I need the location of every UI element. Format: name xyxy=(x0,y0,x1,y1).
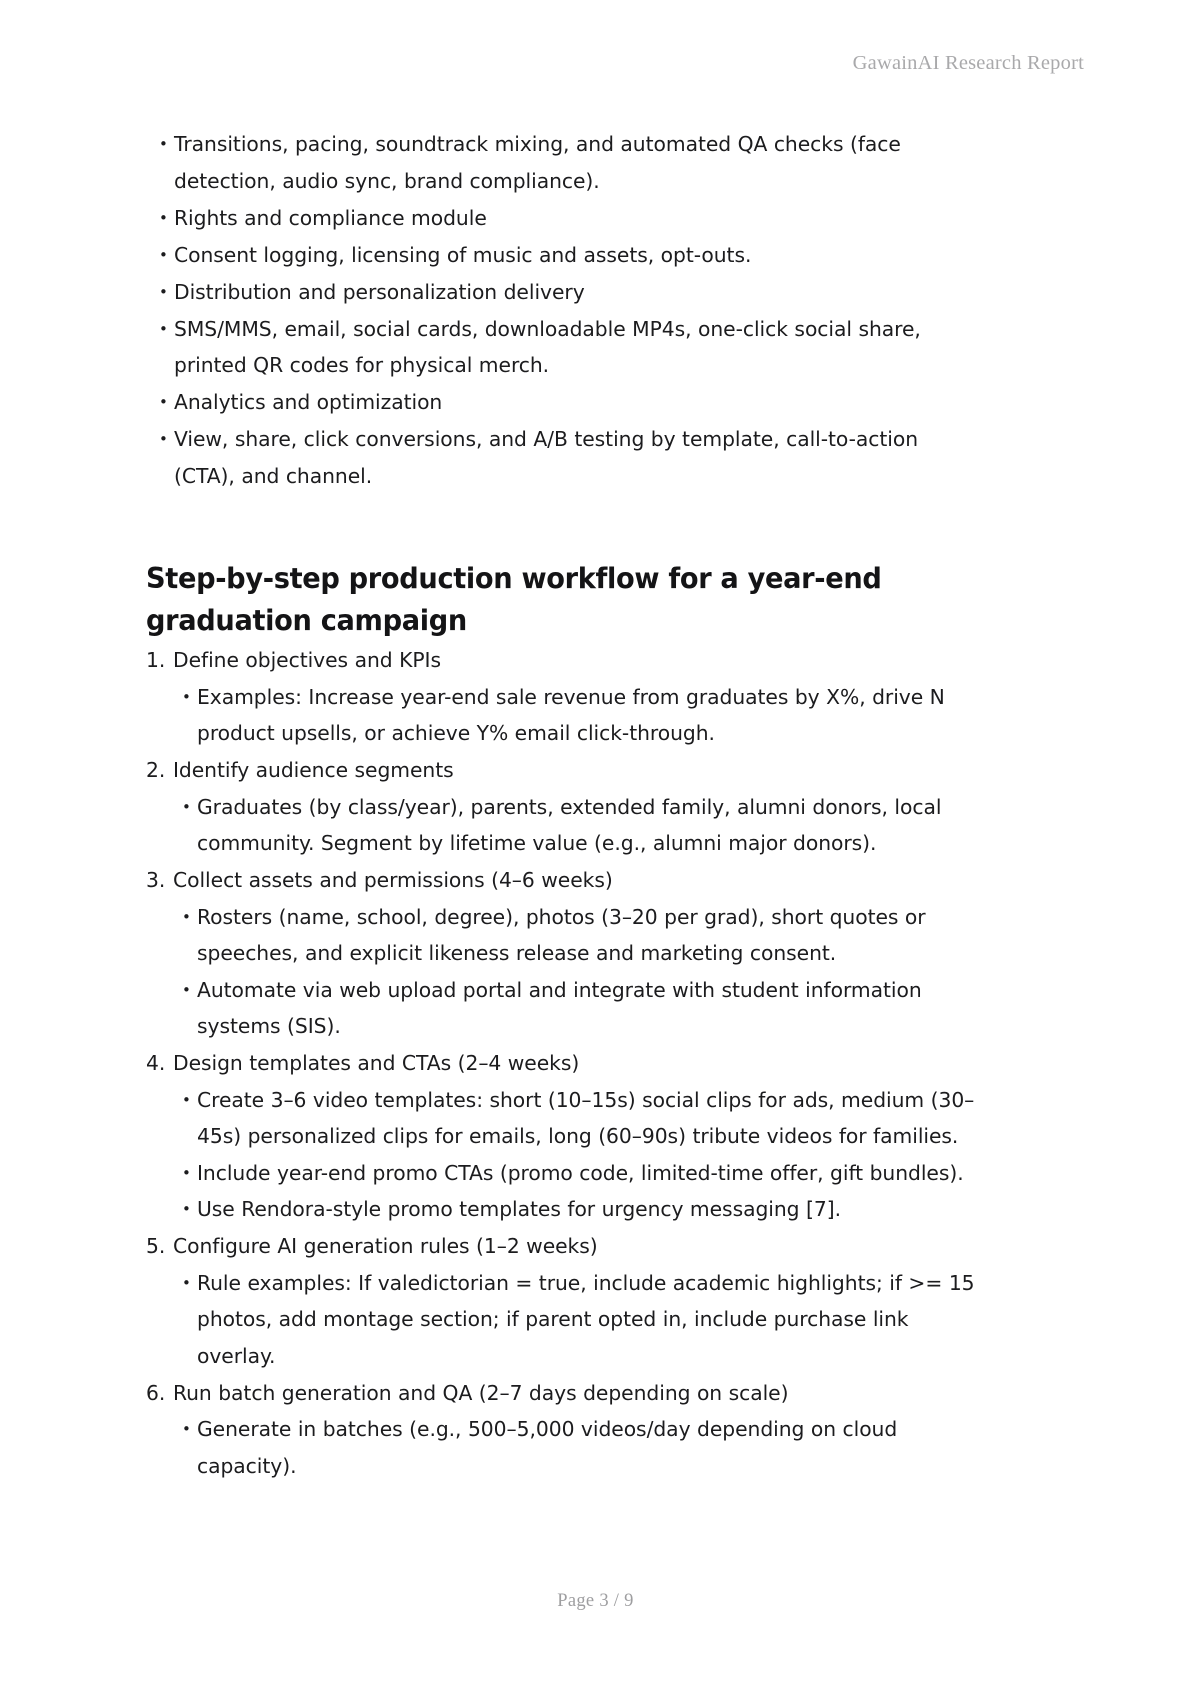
step-number: 4. xyxy=(146,1051,166,1075)
list-item: • View, share, click conversions, and A/B testing by template, call-to-action (CTA), and channel. xyxy=(146,421,984,494)
workflow-step xyxy=(146,752,984,862)
step-subbullet-list xyxy=(173,1082,984,1228)
section-heading: Step-by-step production workflow for a year-end graduation campaign xyxy=(146,562,882,637)
workflow-step xyxy=(146,862,984,1045)
step-number: 2. xyxy=(146,758,166,782)
list-item: • SMS/MMS, email, social cards, downloadable MP4s, one-click social share, printed QR codes for physical merch. xyxy=(146,311,984,384)
step-subbullet-list xyxy=(173,1265,984,1375)
section-heading-block xyxy=(146,558,984,642)
workflow-step xyxy=(146,1228,984,1374)
step-label: Collect assets and permissions (4–6 weeks) xyxy=(173,868,613,892)
step-number: 1. xyxy=(146,648,166,672)
list-item: • Include year-end promo CTAs (promo code, limited-time offer, gift bundles). xyxy=(169,1155,984,1192)
list-item: • Rosters (name, school, degree), photos (3–20 per grad), short quotes or speeches, and explicit likeness release and marketing consent. xyxy=(169,899,984,972)
list-item: • Create 3–6 video templates: short (10–15s) social clips for ads, medium (30–45s) personalized clips for emails, long (60–90s) tribute videos for families. xyxy=(169,1082,984,1155)
step-subbullet-list xyxy=(173,899,984,1045)
list-item: • Distribution and personalization delivery xyxy=(146,274,984,311)
list-item: • Rule examples: If valedictorian = true, include academic highlights; if >= 15 photos, add montage section; if parent opted in, include purchase link overlay. xyxy=(169,1265,984,1375)
page-footer: Page 3 / 9 xyxy=(557,1591,634,1611)
running-header: GawainAI Research Report xyxy=(852,52,1084,74)
step-subbullet-list xyxy=(173,1411,984,1484)
step-label: Configure AI generation rules (1–2 weeks) xyxy=(173,1234,598,1258)
workflow-step-list xyxy=(146,642,984,1484)
step-label: Define objectives and KPIs xyxy=(173,648,441,672)
list-item: • Generate in batches (e.g., 500–5,000 videos/day depending on cloud capacity). xyxy=(169,1411,984,1484)
list-item: • Use Rendora-style promo templates for urgency messaging [7]. xyxy=(169,1191,984,1228)
list-item: • Rights and compliance module xyxy=(146,200,984,237)
workflow-step xyxy=(146,1375,984,1485)
step-label: Design templates and CTAs (2–4 weeks) xyxy=(173,1051,580,1075)
list-item: • Consent logging, licensing of music and assets, opt-outs. xyxy=(146,237,984,274)
step-label: Identify audience segments xyxy=(173,758,454,782)
continued-bullet-list xyxy=(146,126,984,494)
step-subbullet-list xyxy=(173,679,984,752)
step-number: 5. xyxy=(146,1234,166,1258)
list-item: • Transitions, pacing, soundtrack mixing, and automated QA checks (face detection, audio sync, brand compliance). xyxy=(146,126,984,199)
step-label: Run batch generation and QA (2–7 days depending on scale) xyxy=(173,1380,789,1405)
list-item: • Automate via web upload portal and integrate with student information systems (SIS). xyxy=(169,972,984,1045)
step-subbullet-list xyxy=(173,789,984,862)
step-number: 6. xyxy=(146,1380,166,1405)
workflow-step xyxy=(146,1045,984,1228)
step-number: 3. xyxy=(146,868,166,892)
page-content xyxy=(146,126,984,1485)
list-item: • Graduates (by class/year), parents, extended family, alumni donors, local community. Segment by lifetime value (e.g., alumni major donors). xyxy=(169,789,984,862)
list-item: • Analytics and optimization xyxy=(146,384,984,421)
list-item: • Examples: Increase year-end sale revenue from graduates by X%, drive N product upsells, or achieve Y% email click-through. xyxy=(169,679,984,752)
workflow-step xyxy=(146,642,984,752)
